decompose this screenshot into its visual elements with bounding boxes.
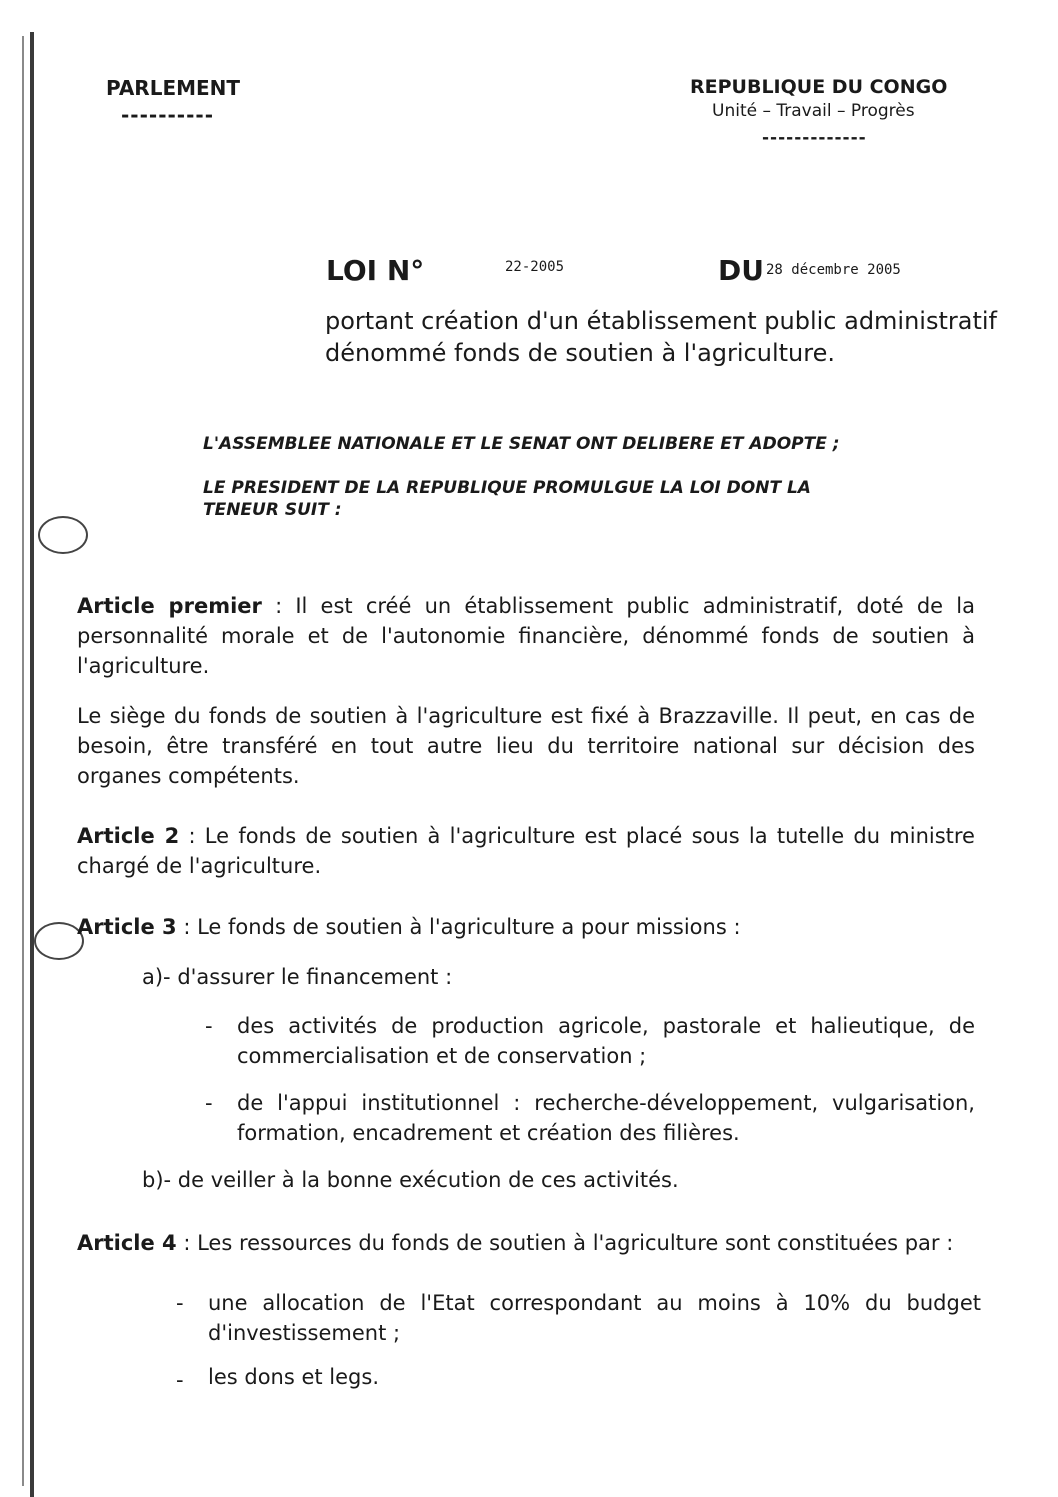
republic-motto: Unité – Travail – Progrès [712, 101, 915, 121]
punch-hole [38, 516, 88, 554]
article-4 [77, 1228, 981, 1258]
parlement-title: PARLEMENT [106, 76, 241, 100]
article-3-item-a: a)- d'assurer le financement : [142, 965, 453, 989]
article-2 [77, 821, 975, 881]
bullet-dash: - [176, 1291, 184, 1315]
article-premier [77, 591, 975, 681]
binding-shadow [22, 36, 24, 1486]
article-3-item-a-2: de l'appui institutionnel : recherche-développement, vulgarisation, formation, encadrement et création des filières. [237, 1091, 975, 1145]
article-premier-paragraph-2: Le siège du fonds de soutien à l'agriculture est fixé à Brazzaville. Il peut, en cas de besoin, être transféré en tout autre lieu du territoire national sur décision des organes compétents. [77, 704, 975, 788]
article-3-label: Article 3 [77, 915, 177, 939]
article-2-label: Article 2 [77, 824, 180, 848]
article-premier-text: : Il est créé un établissement public administratif, doté de la personnalité morale et de l'autonomie financière, dénommé fonds de soutien à l'agriculture. [77, 594, 975, 678]
law-date: 28 décembre 2005 [766, 262, 901, 278]
bullet-dash: - [205, 1091, 213, 1115]
article-3 [77, 912, 975, 942]
law-subject-line-2: dénommé fonds de soutien à l'agriculture. [325, 339, 835, 367]
bullet-dash: - [205, 1014, 213, 1038]
law-subject-line-1: portant création d'un établissement public administratif [325, 307, 997, 335]
preamble-line-1: L'ASSEMBLEE NATIONALE ET LE SENAT ONT DELIBERE ET ADOPTE ; [203, 434, 840, 454]
du-label: DU [718, 254, 764, 287]
law-number: 22-2005 [505, 259, 565, 275]
preamble-line-3: TENEUR SUIT : [203, 500, 342, 520]
binding-edge [30, 32, 34, 1497]
article-premier-label: Article premier [77, 594, 262, 618]
article-3-item-a-1: des activités de production agricole, pastorale et halieutique, de commercialisation et de conservation ; [237, 1014, 975, 1068]
preamble-line-2: LE PRESIDENT DE LA REPUBLIQUE PROMULGUE LA LOI DONT LA [203, 478, 811, 498]
article-4-item-2: les dons et legs. [208, 1365, 380, 1389]
bullet-dash: - [176, 1368, 184, 1392]
parlement-rule: ---------- [121, 103, 215, 127]
article-3-text: : Le fonds de soutien à l'agriculture a pour missions : [176, 915, 741, 939]
loi-label: LOI N° [326, 254, 425, 287]
article-2-text: : Le fonds de soutien à l'agriculture est placé sous la tutelle du ministre chargé de l'agriculture. [77, 824, 975, 878]
article-4-item-1: une allocation de l'Etat correspondant au moins à 10% du budget d'investissement ; [208, 1291, 981, 1345]
republic-title: REPUBLIQUE DU CONGO [690, 76, 948, 98]
republic-rule: ------------- [762, 128, 867, 148]
article-4-label: Article 4 [77, 1231, 177, 1255]
article-3-item-b: b)- de veiller à la bonne exécution de ces activités. [142, 1168, 679, 1192]
article-4-text: : Les ressources du fonds de soutien à l'agriculture sont constituées par : [176, 1231, 954, 1255]
